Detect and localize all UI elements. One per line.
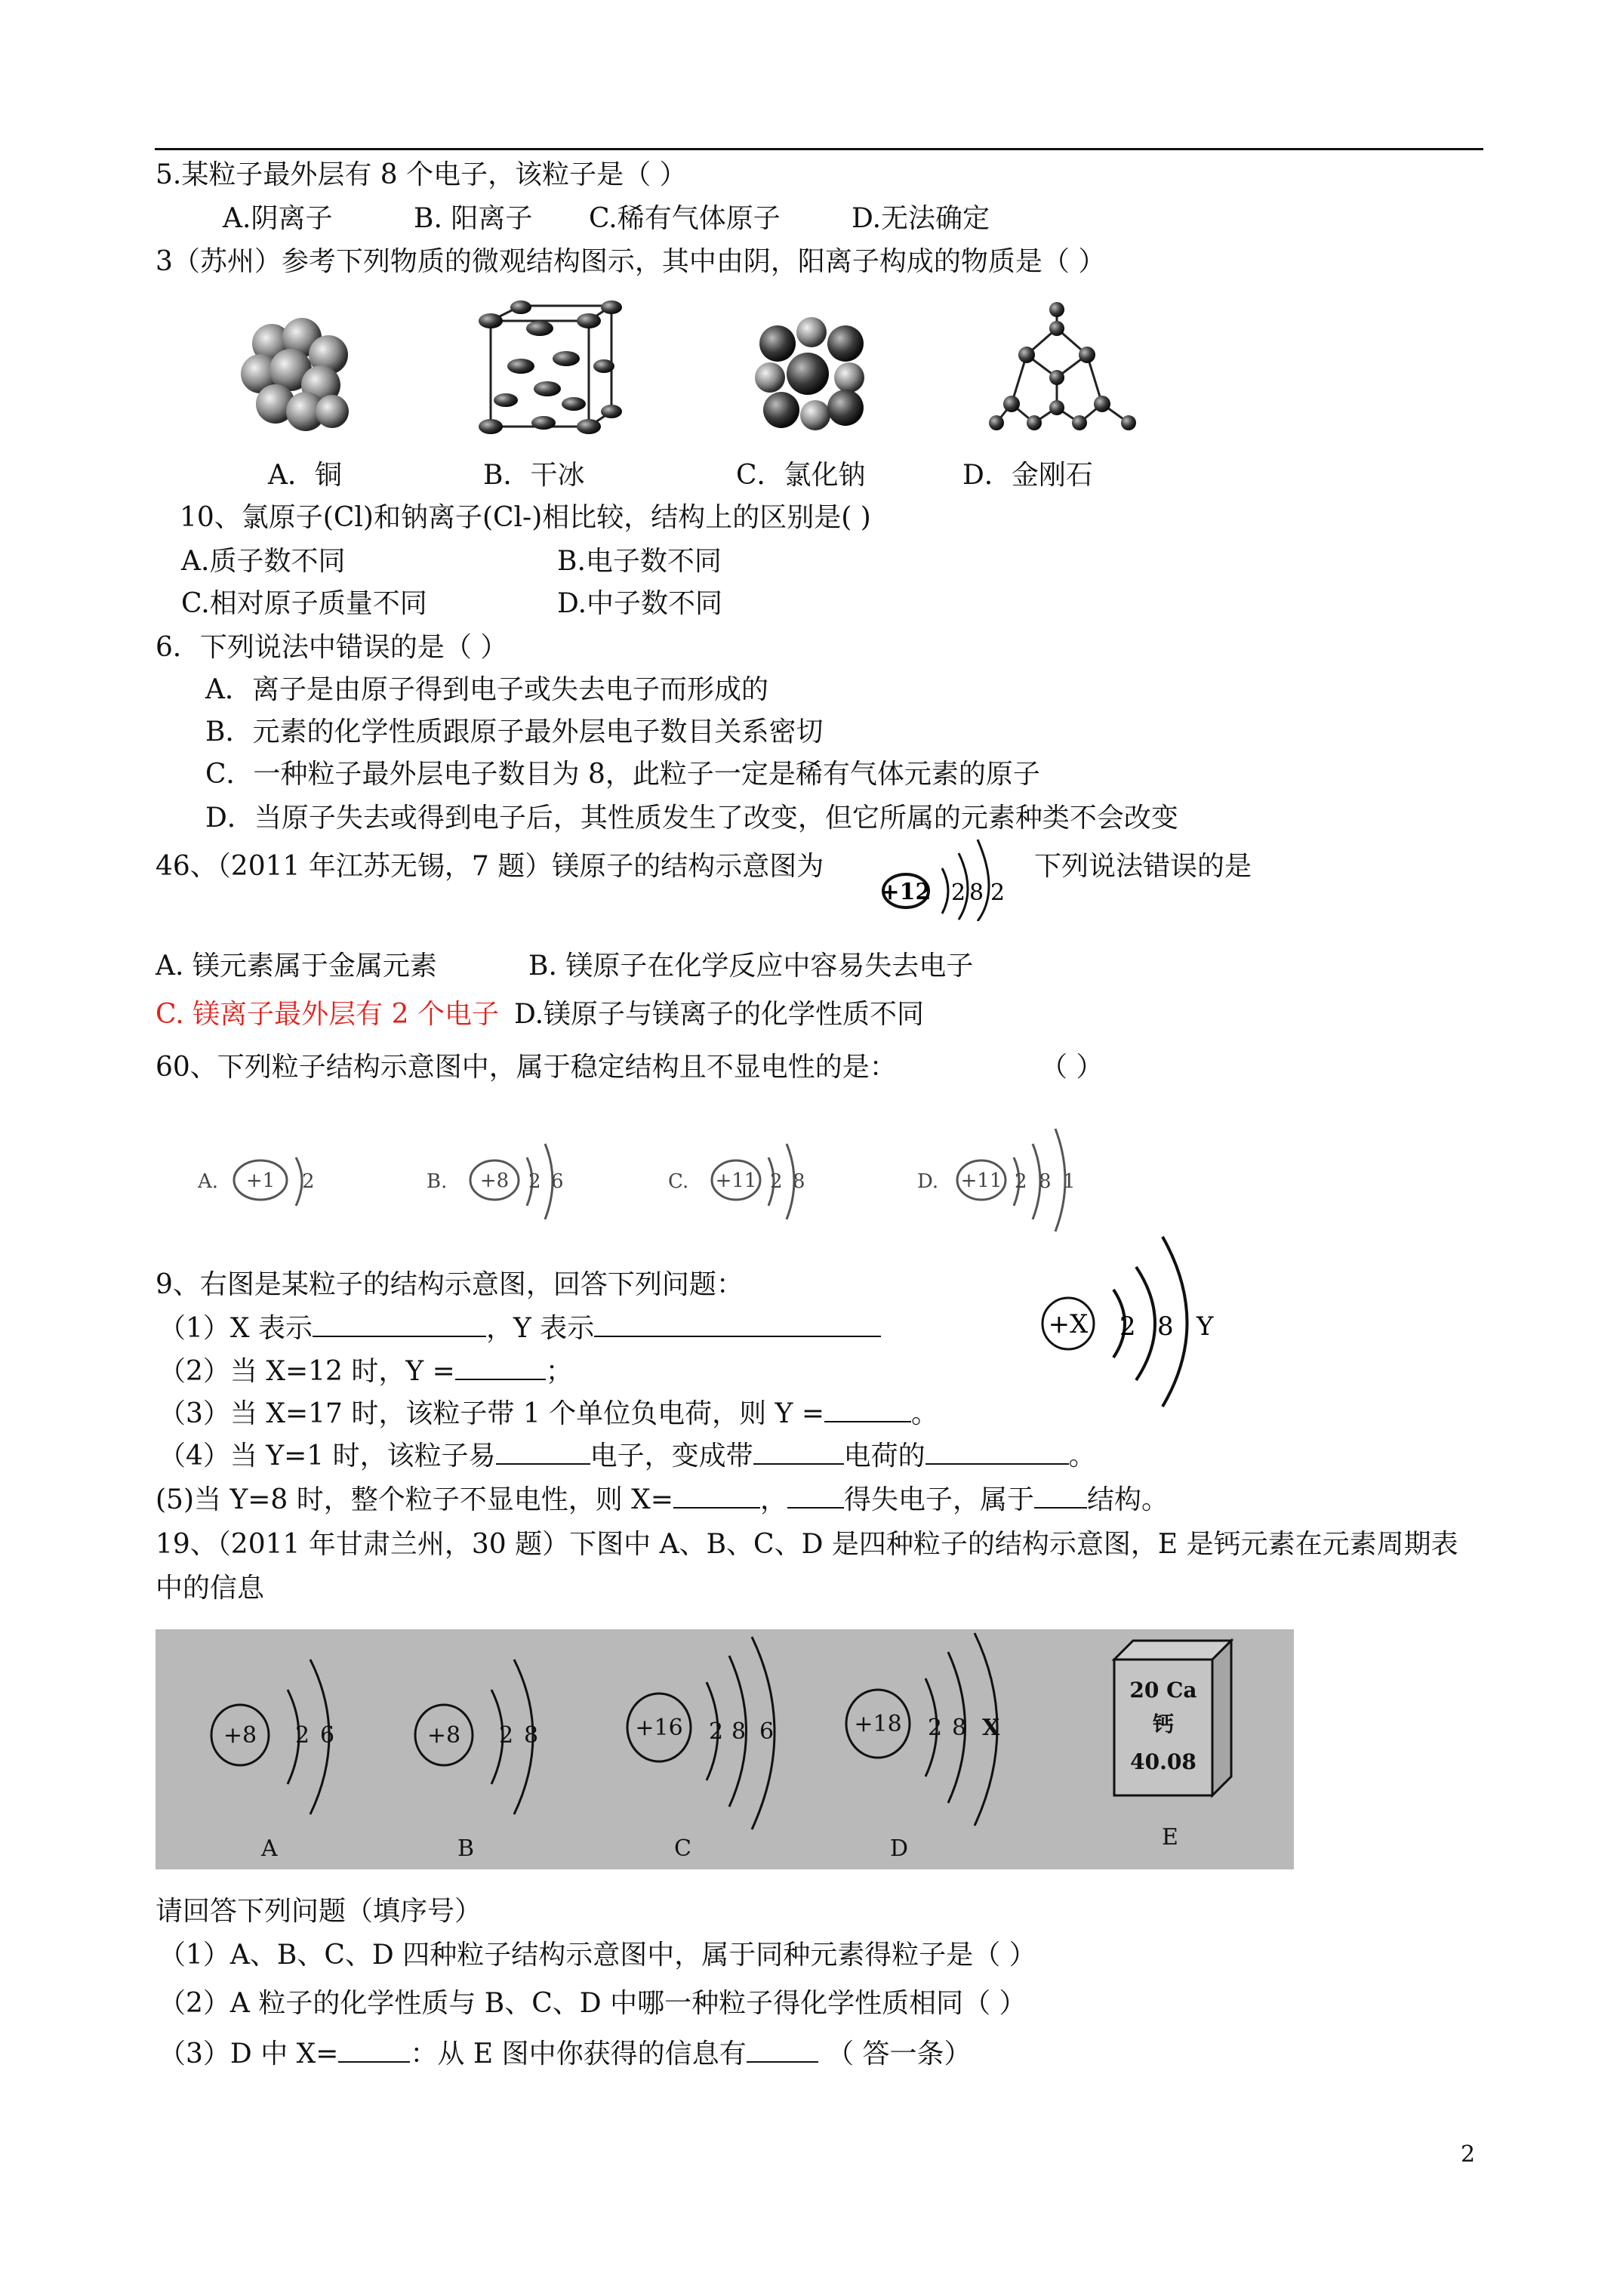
q6-option-a: A．离子是由原子得到电子或失去电子而形成的 <box>205 674 768 705</box>
q3-stem: 3（苏州）参考下列物质的微观结构图示，其中由阴，阳离子构成的物质是（ ） <box>156 246 1106 277</box>
q60-diagram-d <box>917 1129 1076 1231</box>
q19-diagram-d <box>846 1633 1000 1862</box>
q9-part4-text-d: 。 <box>1068 1441 1096 1472</box>
q5-option-b: B. 阳离子 <box>414 203 533 234</box>
svg-text:C.: C. <box>668 1170 689 1193</box>
q19-part2: （2）A 粒子的化学性质与 B、C、D 中哪一种粒子得化学性质相同（ ） <box>159 1988 1027 2019</box>
q9-blank-particle-type[interactable] <box>925 1438 1069 1465</box>
page-number: 2 <box>1461 2141 1476 2168</box>
q9-part4-text-b: 电子，变成带 <box>590 1441 753 1472</box>
q10-stem: 10、氯原子(Cl)和钠离子(Cl-)相比较，结构上的区别是( ) <box>180 502 871 533</box>
q9-part2-text-b: ； <box>545 1356 573 1387</box>
q10-option-a: A.质子数不同 <box>181 546 346 577</box>
q19-part3 <box>159 2036 972 2071</box>
sodium-chloride-structure-icon <box>755 317 864 430</box>
q9-part3 <box>159 1395 938 1431</box>
q9-part1 <box>159 1310 881 1345</box>
q19-stem-line-1: 19、（2011 年甘肃兰州，30 题）下图中 A、B、C、D 是四种粒子的结构示意图，E 是钙元素在元素周期表 <box>156 1529 1458 1560</box>
q46-option-d: D.镁原子与镁离子的化学性质不同 <box>514 999 925 1030</box>
q19-diagram-b-drawing <box>415 1660 538 1862</box>
q9-blank-x-meaning[interactable] <box>313 1310 486 1337</box>
dry-ice-structure-icon <box>479 300 622 434</box>
q9-part4 <box>159 1438 1096 1473</box>
q19-diagram-c <box>627 1637 775 1862</box>
q9-blank-gain-lose[interactable] <box>496 1438 590 1465</box>
q9-part2-text-a: （2）当 X=12 时，Y = <box>159 1356 455 1387</box>
q10-option-b: B.电子数不同 <box>557 546 722 577</box>
q19-blank-x-value[interactable] <box>338 2036 410 2063</box>
q5-option-d: D.无法确定 <box>852 203 990 234</box>
element-number-symbol: 20 Ca <box>1129 1678 1197 1703</box>
diamond-structure-icon <box>989 302 1136 430</box>
header-rule <box>155 148 1483 150</box>
q9-blank-gain-lose-2[interactable] <box>787 1481 844 1509</box>
q46-option-b: B. 镁原子在化学反应中容易失去电子 <box>528 951 974 982</box>
svg-text:8: 8 <box>793 1170 805 1193</box>
svg-text:A: A <box>261 1835 278 1862</box>
svg-text:+8: +8 <box>479 1170 510 1192</box>
q9-blank-y-meaning[interactable] <box>594 1310 881 1337</box>
svg-text:+11: +11 <box>960 1170 1002 1192</box>
q46-shell-1: 2 <box>951 880 966 906</box>
svg-text:8: 8 <box>952 1715 967 1741</box>
q60-diagram-a <box>197 1157 315 1206</box>
svg-text:2: 2 <box>528 1170 541 1193</box>
q19-part3-text-b: ：从 E 图中你获得的信息有 <box>410 2039 747 2069</box>
q9-shell-3: Y <box>1196 1311 1214 1342</box>
svg-text:6: 6 <box>320 1722 335 1749</box>
q9-part3-text-a: （3）当 X=17 时，该粒子带 1 个单位负电荷，则 Y = <box>159 1398 825 1429</box>
q19-diagram-a <box>211 1660 334 1862</box>
svg-text:D: D <box>890 1835 909 1862</box>
q9-shell-2: 8 <box>1157 1311 1174 1342</box>
q19-instruction: 请回答下列问题（填序号） <box>156 1896 482 1927</box>
q60-diagrams <box>181 1114 1117 1234</box>
svg-text:6: 6 <box>759 1718 775 1745</box>
q46-nucleus: +12 <box>880 879 932 905</box>
svg-text:+18: +18 <box>854 1711 902 1737</box>
svg-text:B.: B. <box>427 1170 448 1193</box>
q3-label-c: C．氯化钠 <box>736 460 866 491</box>
q19-part1: （1）A、B、C、D 四种粒子结构示意图中，属于同种元素得粒子是（ ） <box>159 1940 1036 1971</box>
svg-text:8: 8 <box>1039 1170 1052 1193</box>
svg-text:6: 6 <box>551 1170 564 1193</box>
svg-text:8: 8 <box>524 1722 539 1749</box>
q46-atom-diagram <box>876 831 1027 921</box>
svg-text:8: 8 <box>731 1718 747 1745</box>
svg-text:+8: +8 <box>427 1722 461 1749</box>
q46-stem-left: 46、（2011 年江苏无锡，7 题）镁原子的结构示意图为 <box>156 851 824 882</box>
q46-option-a: A. 镁元素属于金属元素 <box>156 951 437 982</box>
q19-element-card <box>1114 1641 1231 1851</box>
q10-option-d: D.中子数不同 <box>557 588 723 619</box>
svg-text:2: 2 <box>302 1170 315 1193</box>
q19-label-e: E <box>1162 1824 1178 1851</box>
q9-blank-structure[interactable] <box>1034 1481 1087 1509</box>
svg-text:+1: +1 <box>245 1170 276 1192</box>
element-name: 钙 <box>1152 1712 1175 1737</box>
q9-blank-y-value-2[interactable] <box>824 1395 911 1422</box>
q9-atom-diagram <box>1030 1229 1257 1410</box>
svg-text:+8: +8 <box>223 1722 257 1749</box>
svg-text:B: B <box>457 1835 475 1862</box>
q19-figure-photo <box>156 1629 1294 1869</box>
q9-nucleus: +X <box>1048 1309 1089 1339</box>
q19-blank-info[interactable] <box>747 2036 818 2063</box>
svg-text:2: 2 <box>1015 1170 1027 1193</box>
q6-option-c: C．一种粒子最外层电子数目为 8，此粒子一定是稀有气体元素的原子 <box>205 759 1040 790</box>
svg-text:2: 2 <box>928 1715 943 1741</box>
q9-part5-text-c: 得失电子，属于 <box>843 1484 1034 1515</box>
q5-option-c: C.稀有气体原子 <box>589 203 781 234</box>
element-mass: 40.08 <box>1130 1749 1196 1774</box>
q9-blank-y-value-1[interactable] <box>455 1353 546 1380</box>
q9-part5 <box>156 1481 1169 1517</box>
q19-part3-text-a: （3）D 中 X= <box>159 2039 339 2069</box>
q9-part2 <box>159 1353 573 1388</box>
q46-shell-3: 2 <box>990 880 1006 906</box>
q9-part5-text-b: ， <box>759 1484 787 1515</box>
q60-stem: 60、下列粒子结构示意图中，属于稳定结构且不显电性的是： <box>156 1052 897 1083</box>
q46-shell-2: 8 <box>969 880 984 906</box>
q46-option-c: C. 镁离子最外层有 2 个电子 <box>156 999 499 1030</box>
copper-structure-icon <box>241 318 349 431</box>
svg-text:2: 2 <box>709 1718 724 1745</box>
q60-answer-paren: （ ） <box>1040 1052 1104 1083</box>
svg-text:2: 2 <box>295 1722 310 1749</box>
q9-part1-text-b: ，Y 表示 <box>485 1313 595 1344</box>
q6-option-d: D．当原子失去或得到电子后，其性质发生了改变，但它所属的元素种类不会改变 <box>205 803 1178 834</box>
q19-part3-text-c: （ 答一条） <box>827 2039 972 2069</box>
svg-text:+16: +16 <box>635 1715 683 1741</box>
q9-part5-text-a: (5)当 Y=8 时，整个粒子不显电性，则 X= <box>156 1484 673 1515</box>
q3-structure-images <box>226 298 1170 457</box>
q3-label-b: B．干冰 <box>483 460 585 491</box>
q60-diagram-c <box>668 1144 805 1219</box>
q9-blank-x-value[interactable] <box>673 1481 760 1509</box>
q3-label-d: D．金刚石 <box>962 460 1093 491</box>
svg-text:+11: +11 <box>715 1170 757 1192</box>
q46-stem-right: 下列说法错误的是 <box>1034 851 1252 882</box>
q6-option-b: B．元素的化学性质跟原子最外层电子数目关系密切 <box>205 717 824 747</box>
svg-text:C: C <box>674 1835 691 1862</box>
q9-blank-charge[interactable] <box>753 1438 844 1465</box>
q6-stem: 6．下列说法中错误的是（ ） <box>156 632 508 663</box>
q9-part3-text-b: 。 <box>911 1398 939 1429</box>
q5-option-a: A.阴离子 <box>223 203 333 234</box>
q9-shell-1: 2 <box>1119 1311 1136 1342</box>
q9-stem: 9、右图是某粒子的结构示意图，回答下列问题： <box>156 1269 744 1300</box>
svg-text:X: X <box>982 1715 1000 1741</box>
svg-text:2: 2 <box>499 1722 514 1749</box>
q9-part1-text-a: （1）X 表示 <box>159 1313 313 1344</box>
svg-text:1: 1 <box>1063 1170 1076 1193</box>
svg-text:D.: D. <box>917 1170 939 1193</box>
q9-part5-text-d: 结构。 <box>1086 1484 1169 1515</box>
svg-text:A.: A. <box>198 1170 219 1193</box>
q9-part4-text-c: 电荷的 <box>843 1441 925 1472</box>
q10-option-c: C.相对原子质量不同 <box>181 588 427 619</box>
q19-stem-line-2: 中的信息 <box>156 1573 265 1604</box>
q5-stem: 5.某粒子最外层有 8 个电子，该粒子是（ ） <box>156 159 687 190</box>
svg-text:2: 2 <box>770 1170 783 1193</box>
q9-part4-text-a: （4）当 Y=1 时，该粒子易 <box>159 1441 496 1472</box>
q3-label-a: A．铜 <box>268 460 342 491</box>
q60-diagram-b <box>427 1144 564 1219</box>
